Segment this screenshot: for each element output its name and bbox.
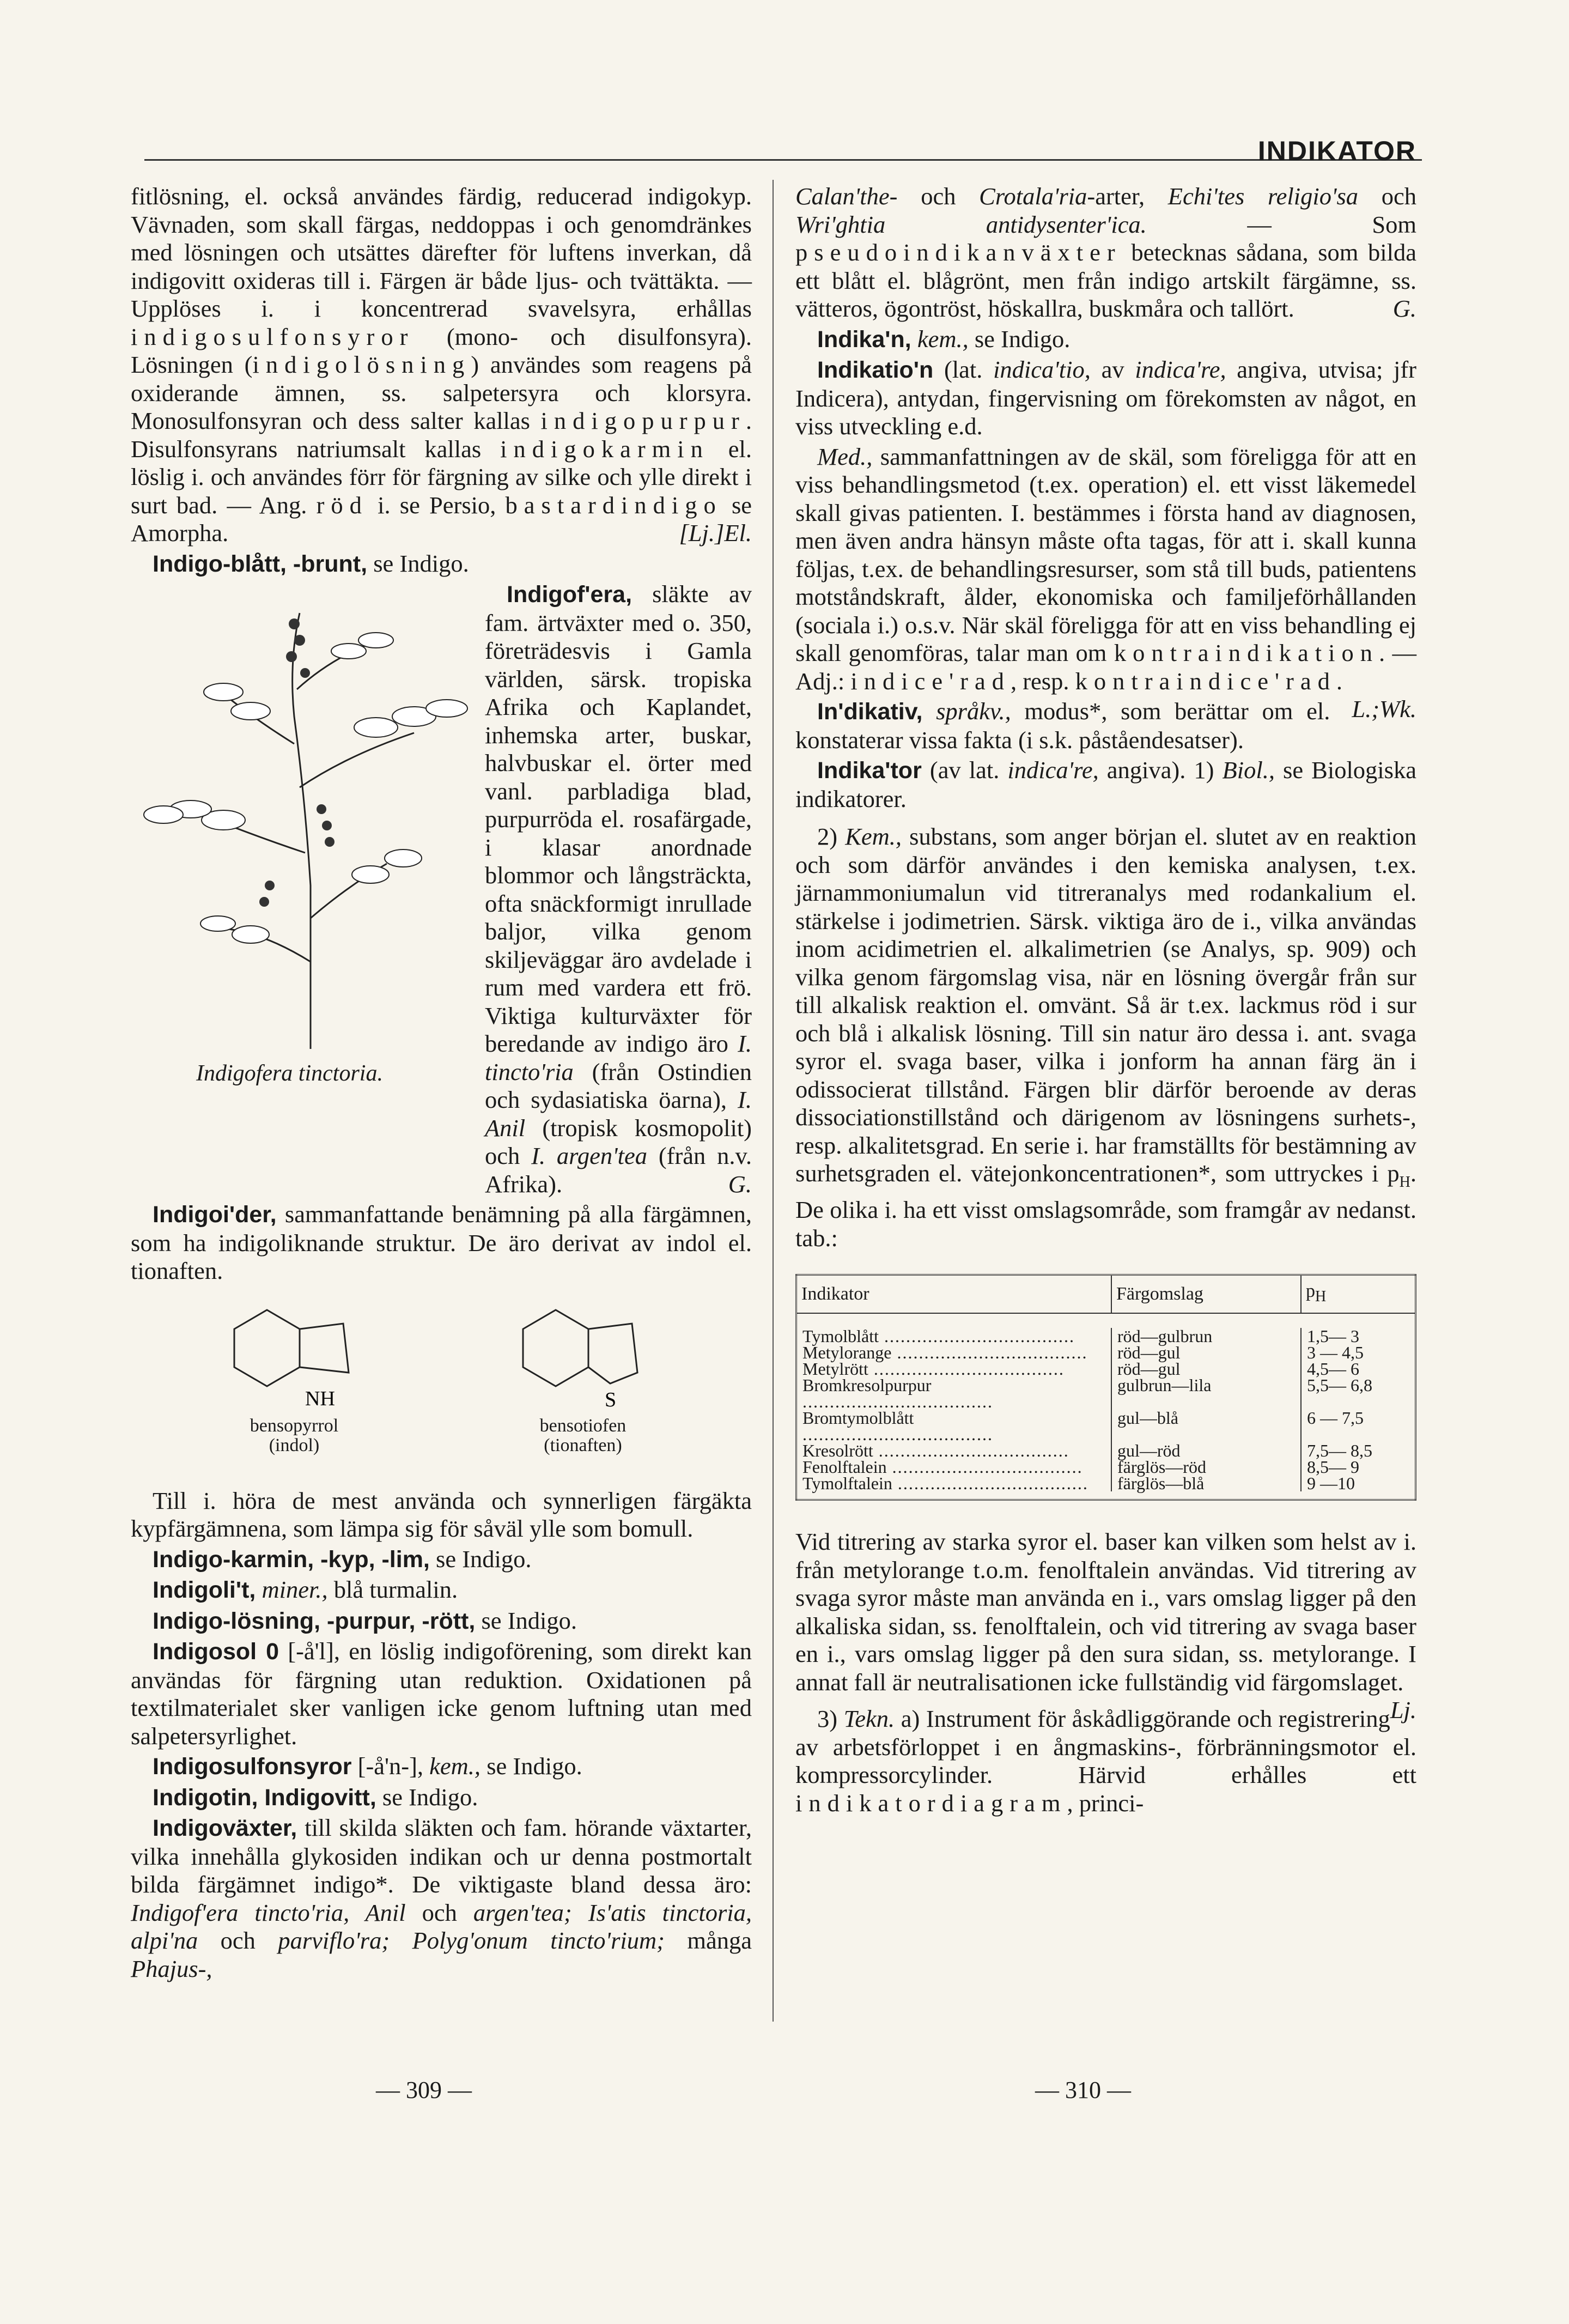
- paragraph-med: Med., sammanfattningen av de skäl, som föreligga för att en viss behandlingsmetod (t.ex. operation) el. ett visst läkemedel skall givas patienten. I. bestämmes i första hand av diagnosen, men även andra hänsyn måste ofta tagas, för att i. skall kunna följas, t.ex. de behandlingsresurser, som stå till buds, patientens motståndskraft, ålder, ekonomiska och familjeförhållanden (sociala i.) o.s.v. När skäl föreligga för att en viss behandling ej skall genomföras, talar man om kontraindikation. — Adj.: indice'rad, resp. kontraindice'rad. L.;Wk.: [795, 442, 1417, 723]
- page-number-left: — 309 —: [376, 2077, 472, 2103]
- svg-text:NH: NH: [305, 1387, 335, 1410]
- entry-indikator: Indika'tor (av lat. indica're, angiva). 1) Biol., se Biologiska indikatorer.: [795, 756, 1416, 812]
- entry-indigofera-text: Indigof'era, släkte av fam. ärtväxter med o. 350, företrädesvis i Gamla världen, särsk. tropiska Afrika och Kaplandet, inhemska arter, buskar, halvbuskar el. örter med vanl. parbladiga blad, purpurröda el. rosafärgade, i klasar anordnade blommor och långsträckta, ofta snäckformigt inrullade baljor, vilka genom skiljeväggar äro avdelade i rum med vardera ett frö. Viktiga kulturväxter för beredande av indigo äro I. tincto'ria (från Ostindien och sydasiatiska öarna), I. Anil (tropisk kosmopolit) och I. argen'tea (från n.v. Afrika). G.: [485, 580, 752, 1198]
- indigofera-illustration: [131, 580, 474, 1174]
- paragraph-titrering: Vid titrering av starka syror el. baser kan vilken som helst av i. från metylorange t.o.m. fenolftalein användas. Vid titrering av svaga syror måste man använda en i., vars omslag ligger på den alkaliska sidan, ss. fenolftalein, och vid titrering av svaga baser en i., vars omslag ligger på den sura sidan, ss. metylorange. I annat fall är neutralisationen icke fullständig vid färgomslaget. Lj.: [795, 1528, 1416, 1724]
- indole-label: bensopyrrol (indol): [250, 1415, 339, 1455]
- table-row: Metylrött ..... röd—gul 4,5— 6: [796, 1361, 1416, 1377]
- thionaphthene-structure-icon: [512, 1302, 654, 1411]
- col-header-indikator: Indikator: [796, 1275, 1112, 1313]
- thionaphthene-label: bensotiofen (tionaften): [539, 1415, 627, 1455]
- paragraph-tekn: 3) Tekn. a) Instrument för åskådliggörande och registrering av arbetsförloppet i en ångmaskins-, förbränningsmotor el. kompressorcylinder. Härvid erhålles ett indikatordiagram, princi-: [795, 1705, 1416, 1817]
- page-number-right: — 310 —: [1035, 2077, 1131, 2103]
- paragraph-indigo-cont: fitlösning, el. också användes färdig, reducerad indigokyp. Vävnaden, som skall färgas, neddoppas i och genomdränkes med lösningen och utsättes därefter för luftens inverkan, då indigovitt oxideras till i. Färgen är både ljus- och tvättäkta. — Upplöses i. i koncentrerad svavelsyra, erhållas indigosulfonsyror (mono- och disulfonsyra). Lösningen (indigolösning) användes som reagens på oxiderande ämnen, ss. salpetersyra och klorsyra. Monosulfonsyran och dess salter kallas indigopurpur. Disulfonsyrans natriumsalt kallas indigokarmin el. löslig i. och användes förr för färgning av silke och ylle direkt i surt bad. — Ang. röd i. se Persio, bastardindigo se Amorpha. [Lj.]El.: [131, 183, 752, 547]
- col-header-fargomslag: Färgomslag: [1111, 1275, 1301, 1313]
- col-header-ph: $p_H$: [1301, 1275, 1416, 1313]
- figure-caption: Indigofera tinctoria.: [196, 1061, 383, 1086]
- entry-indigosulfonsyror: Indigosulfonsyror [-å'n-], kem., se Indigo.: [153, 1752, 582, 1780]
- plant-drawing-icon: [131, 580, 474, 1049]
- indole-structure-icon: [223, 1302, 365, 1411]
- table-row: Tymolblått ..... röd—gulbrun 1,5— 3: [796, 1328, 1416, 1344]
- entry-indikan: Indika'n, kem., se Indigo.: [817, 325, 1071, 353]
- entry-indigo-karmin: Indigo-karmin, -kyp, -lim, se Indigo.: [153, 1545, 532, 1573]
- column-divider: [773, 180, 774, 2022]
- entry-indikation: Indikatio'n (lat. indica'tio, av indica're, angiva, utvisa; jfr Indicera), antydan, fingervisning om förekomsten av något, en viss utveckling e.d.: [795, 356, 1416, 440]
- svg-text:S: S: [605, 1388, 617, 1411]
- paragraph-kem: 2) Kem., substans, som anger början el. slutet av en reaktion och som därför användes i den kemiska analysen, t.ex. järnammoniumalun vid titreranalys med rodankalium el. stärkelse i jodimetrien. Särsk. viktiga äro de i., vilka användas inom acidimetrien el. alkalimetrien (se Analys, sp. 909) och vilka genom färgomslag visa, när en lösning övergår från sur till alkalisk reaktion el. omvänt. Så är t.ex. lackmus röd i sur och blå i alkalisk lösning. Till sin natur äro dessa i. ant. svaga syror el. svaga baser, vilka i jonform ha annan färg än i odissocierat tillstånd. Färgen blir därför beroende av deras dissociationstillstånd och därigenom av lösningens surhets-, resp. alkalitetsgrad. En serie i. har framställts för bestämning av surhetsgraden el. vätejonkoncentrationen*, som uttryckes i $p_H$. De olika i. ha ett visst omslagsområde, som framgår av nedanst. tab.:: [795, 823, 1417, 1252]
- table-row: Bromtymolblått ..... gul—blå 6 — 7,5: [796, 1410, 1416, 1442]
- left-column: [131, 183, 752, 1985]
- entry-indigo-losning: Indigo-lösning, -purpur, -rött, se Indigo.: [153, 1606, 577, 1634]
- right-column: [795, 183, 1416, 1819]
- paragraph-till: Till i. höra de mest använda och synnerligen färgäkta kypfärgämnena, som lämpa sig för såväl ylle som bomull.: [131, 1486, 752, 1542]
- entry-indigotin: Indigotin, Indigovitt, se Indigo.: [153, 1783, 478, 1811]
- table-row: Fenolftalein ..... färglös—röd 8,5— 9: [796, 1459, 1416, 1475]
- entry-indigosol: Indigosol 0 [-å'l], en löslig indigoförening, som direkt kan användas för färgning utan reduktion. Oxidationen på textilmaterialet sker vanligen icke genom luftning utan med salpetersyrlighet.: [131, 1637, 752, 1750]
- entry-indigofera: [131, 580, 752, 1200]
- table-row: Kresolrött ..... gul—röd 7,5— 8,5: [796, 1442, 1416, 1459]
- paragraph-indigovaxter-cont: Calan'the- och Crotala'ria-arter, Echi'tes religio'sa och Wri'ghtia antidysenter'ica. — Som pseudoindikanväxter betecknas sådana, som bilda ett blått el. blågrönt, men från indigo artskilt färgämne, ss. vätteros, ögontröst, höskallra, buskmåra och tallört. G.: [795, 183, 1417, 322]
- entry-indigo-blatt: Indigo-blått, -brunt, se Indigo.: [153, 549, 469, 577]
- indicator-table: [795, 1274, 1416, 1501]
- table-row: Metylorange ..... röd—gul 3 — 4,5: [796, 1344, 1416, 1361]
- running-head: INDIKATOR: [1257, 136, 1416, 166]
- chemical-structures: [131, 1302, 752, 1465]
- entry-indigoider: Indigoi'der, sammanfattande benämning på alla färgämnen, som ha indigoliknande struktur. De äro derivat av indol el. tionaften.: [131, 1200, 752, 1284]
- entry-indikativ: In'dikativ, språkv., modus*, som berättar om el. konstaterar vissa fakta (i s.k. påståendesatser).: [795, 697, 1330, 754]
- entry-indigolit: Indigoli't, miner., blå turmalin.: [153, 1576, 458, 1603]
- table-row: Bromkresolpurpur ..... gulbrun—lila 5,5— 6,8: [796, 1377, 1416, 1410]
- header-rule: [144, 159, 1422, 161]
- entry-indigovaxter: Indigoväxter, till skilda släkten och fam. hörande växtarter, vilka innehålla glykosiden indikan och ur denna postmortalt bilda färgämnet indigo*. De viktigaste bland dessa äro: Indigof'era tincto'ria, Anil och argen'tea; Is'atis tinctoria, alpi'na och parviflo'ra; Polyg'onum tincto'rium; många Phajus-,: [131, 1814, 752, 1982]
- table-row: Tymolftalein ..... färglös—blå 9 —10: [796, 1475, 1416, 1491]
